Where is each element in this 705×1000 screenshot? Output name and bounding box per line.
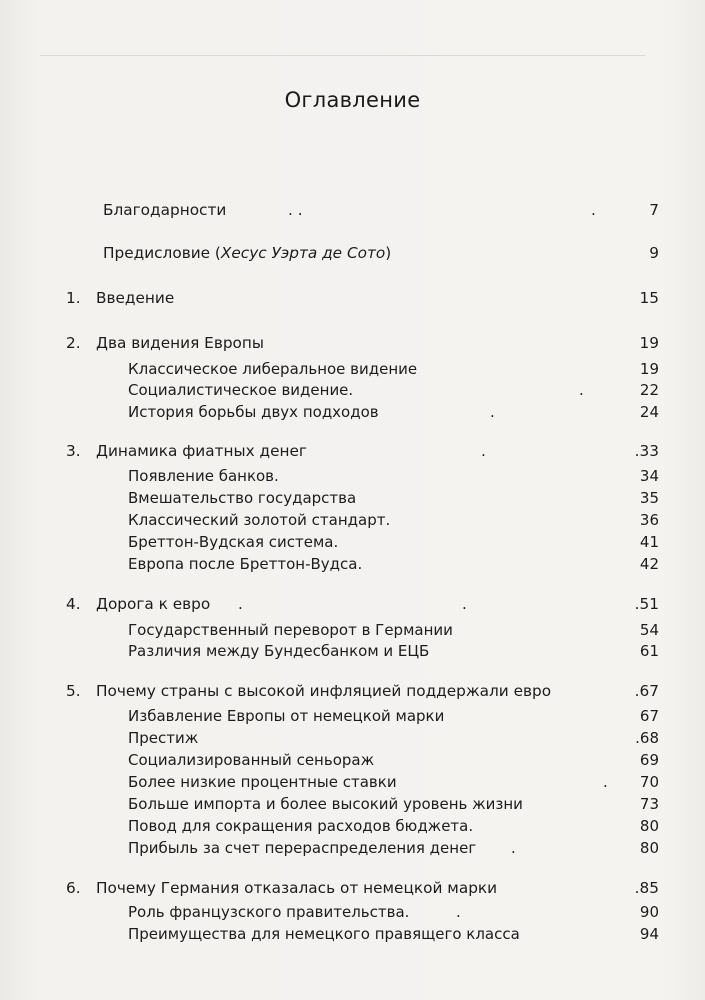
running-head-rule	[40, 55, 645, 56]
chapter-number: 4.	[66, 595, 81, 613]
chapter-page: 15	[639, 289, 659, 307]
section-page: 80	[639, 839, 659, 857]
chapter-title: Введение	[96, 289, 175, 307]
section-title: Повод для сокращения расходов бюджета.	[128, 817, 474, 835]
leader-dots: .	[579, 381, 584, 399]
section-title: Роль французского правительства.	[128, 903, 410, 921]
chapter-number: 6.	[66, 879, 81, 897]
leader-dots: .	[591, 201, 596, 219]
section-title: Европа после Бреттон-Вудса.	[128, 555, 363, 573]
toc-entry-page: 7	[649, 201, 659, 219]
section-page: 19	[639, 360, 659, 378]
chapter-title: Два видения Европы	[96, 334, 264, 352]
section-title: Избавление Европы от немецкой марки	[128, 707, 445, 725]
section-page: 69	[639, 751, 659, 769]
leader-dots: . .	[288, 201, 303, 219]
section-page: 54	[639, 621, 659, 639]
section-page: 94	[639, 925, 659, 943]
chapter-title: Почему Германия отказалась от немецкой марки	[96, 879, 498, 897]
section-page: 34	[639, 467, 659, 485]
toc-chapter-1[interactable]	[66, 288, 659, 308]
chapter-page: .33	[634, 442, 659, 460]
section-page: .68	[635, 729, 659, 747]
leader-dots: .	[481, 442, 486, 460]
section-title: Социалистическое видение.	[128, 381, 354, 399]
section-title: Различия между Бундесбанком и ЕЦБ	[128, 642, 430, 660]
chapter-number: 5.	[66, 682, 81, 700]
section-title: Престиж	[128, 729, 199, 747]
section-page: 36	[639, 511, 659, 529]
section-title: Бреттон-Вудская система.	[128, 533, 339, 551]
section-title: Классический золотой стандарт.	[128, 511, 391, 529]
chapter-title: Дорога к евро	[96, 595, 211, 613]
page-title: Оглавление	[284, 88, 421, 112]
leader-dots: .	[456, 903, 461, 921]
section-page: 42	[639, 555, 659, 573]
section-title: Появление банков.	[128, 467, 279, 485]
preface-label-prefix: Предисловие (	[103, 244, 221, 262]
section-page: 90	[639, 903, 659, 921]
section-page: 61	[639, 642, 659, 660]
toc-chapter-4[interactable]	[66, 594, 659, 614]
section-title: Более низкие процентные ставки	[128, 773, 397, 791]
chapter-number: 2.	[66, 334, 81, 352]
toc-chapter-6[interactable]	[66, 878, 659, 898]
chapter-page: .85	[634, 879, 659, 897]
section-page: 73	[639, 795, 659, 813]
preface-label-suffix: )	[385, 244, 392, 262]
section-page: 35	[639, 489, 659, 507]
section-page: 22	[639, 381, 659, 399]
section-page: 80	[639, 817, 659, 835]
leader-dots: .	[603, 773, 608, 791]
leader-dots: .	[490, 403, 495, 421]
toc-chapter-2[interactable]	[66, 333, 659, 353]
chapter-page: 19	[639, 334, 659, 352]
toc-entry-acknowledgements[interactable]	[103, 200, 659, 220]
chapter-title: Динамика фиатных денег	[96, 442, 307, 460]
toc-entry-page: 9	[649, 244, 659, 262]
preface-author: Хесус Уэрта де Сото	[220, 244, 386, 262]
section-title: Больше импорта и более высокий уровень жизни	[128, 795, 523, 813]
chapter-page: .67	[634, 682, 659, 700]
section-page: 41	[639, 533, 659, 551]
toc-entry-label	[103, 243, 391, 263]
section-page: 70	[639, 773, 659, 791]
section-title: Преимущества для немецкого правящего класса	[128, 925, 520, 943]
chapter-title: Почему страны с высокой инфляцией поддержали евро	[96, 682, 552, 700]
leader-dots: .	[462, 595, 467, 613]
section-title: История борьбы двух подходов	[128, 403, 379, 421]
toc-entry-preface[interactable]	[103, 243, 659, 263]
chapter-number: 1.	[66, 289, 81, 307]
section-title: Государственный переворот в Германии	[128, 621, 453, 639]
section-title: Вмешательство государства	[128, 489, 357, 507]
chapter-page: .51	[634, 595, 659, 613]
toc-chapter-5[interactable]	[66, 681, 659, 701]
section-page: 67	[639, 707, 659, 725]
chapter-number: 3.	[66, 442, 81, 460]
leader-dots: .	[511, 839, 516, 857]
section-title: Прибыль за счет перераспределения денег	[128, 839, 477, 857]
leader-dots: .	[238, 595, 243, 613]
section-page: 24	[639, 403, 659, 421]
toc-chapter-3[interactable]	[66, 441, 659, 461]
toc-entry-label: Благодарности	[103, 201, 227, 219]
section-title: Классическое либеральное видение	[128, 360, 418, 378]
section-title: Социализированный сеньораж	[128, 751, 375, 769]
